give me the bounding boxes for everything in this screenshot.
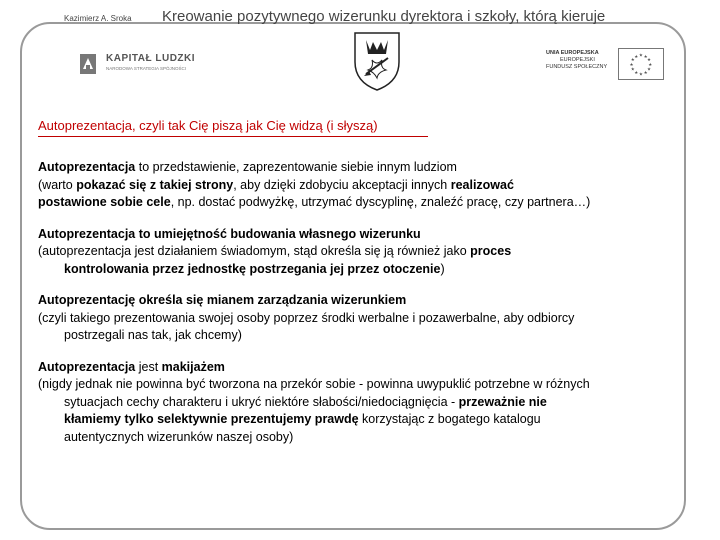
p1-text-2: (warto bbox=[38, 177, 77, 192]
p4-bold-2: makijażem bbox=[161, 359, 225, 374]
eu-logo bbox=[546, 48, 666, 80]
eu-star-icon: ★ bbox=[629, 61, 634, 67]
p1-bold-3: realizować bbox=[450, 177, 514, 192]
eu-star-icon: ★ bbox=[634, 53, 639, 59]
paragraph-3 bbox=[38, 292, 678, 345]
p4-text-5: autentycznych wizerunków naszej osoby) bbox=[64, 429, 294, 444]
p4-bold-1: Autoprezentacja bbox=[38, 359, 136, 374]
p2-text-2: ) bbox=[440, 261, 445, 276]
eu-star-icon: ★ bbox=[643, 69, 648, 75]
p3-bold-1: Autoprezentację określa się mianem zarządzania wizerunkiem bbox=[38, 293, 407, 307]
eu-line2: EUROPEJSKI bbox=[560, 57, 595, 63]
eu-line3: FUNDUSZ SPOŁECZNY bbox=[546, 64, 608, 70]
eu-star-icon: ★ bbox=[638, 71, 644, 77]
eu-star-icon: ★ bbox=[630, 57, 635, 63]
eu-star-icon: ★ bbox=[648, 61, 653, 67]
kapital-ludzki-logo bbox=[80, 52, 200, 76]
paragraph-4 bbox=[38, 359, 678, 447]
eu-star-icon: ★ bbox=[647, 57, 652, 63]
slide-title: Kreowanie pozytywnego wizerunku dyrektora i szkoły, którą kieruje bbox=[162, 8, 606, 25]
p4-text-3: sytuacjach cechy charakteru i ukryć niektóre słabości/niedociągnięcia - bbox=[64, 394, 459, 409]
paragraph-2 bbox=[38, 226, 678, 279]
kapital-ludzki-sub: NARODOWA STRATEGIA SPÓJNOŚCI bbox=[106, 66, 187, 71]
eu-star-icon: ★ bbox=[638, 52, 644, 58]
p2-bold-3: kontrolowania przez jednostkę postrzegania jej przez otoczenie bbox=[64, 261, 441, 276]
eu-text bbox=[546, 50, 607, 71]
eu-line1: UNIA EUROPEJSKA bbox=[546, 50, 599, 56]
paragraph-1 bbox=[38, 159, 678, 212]
p1-text-3: , aby dzięki zdobyciu akceptacji innych bbox=[233, 177, 451, 192]
eu-star-icon: ★ bbox=[647, 66, 652, 72]
p4-text-2: (nigdy jednak nie powinna być tworzona na przekór sobie - powinna uwypuklić potrzebne w różnych bbox=[38, 377, 590, 391]
heading-underline bbox=[38, 136, 428, 137]
eu-star-icon: ★ bbox=[630, 66, 635, 72]
content-body bbox=[38, 159, 678, 460]
p4-bold-4: kłamiemy tylko selektywnie prezentujemy prawdę bbox=[64, 412, 359, 426]
section-heading: Autoprezentacja, czyli tak Cię piszą jak Cię widzą (i słyszą) bbox=[38, 118, 378, 133]
kapital-ludzki-name: KAPITAŁ LUDZKI bbox=[106, 53, 196, 64]
p1-bold-2: pokazać się z takiej strony bbox=[76, 177, 234, 192]
p3-text-1: (czyli takiego prezentowania swojej osoby poprzez środki werbalne i pozawerbalne, aby odbiorcy bbox=[38, 310, 575, 325]
kapital-ludzki-mark-icon bbox=[80, 54, 96, 74]
p2-bold-2: proces bbox=[470, 244, 512, 258]
p4-text-1: jest bbox=[135, 359, 162, 374]
p3-text-2: postrzegali nas tak, jak chcemy) bbox=[64, 328, 242, 342]
author-name: Kazimierz A. Sroka bbox=[64, 14, 132, 23]
p4-bold-3: przeważnie nie bbox=[458, 394, 547, 409]
p1-bold-1: Autoprezentacja bbox=[38, 160, 136, 174]
eu-star-icon: ★ bbox=[643, 53, 648, 59]
p2-bold-1: Autoprezentacja to umiejętność budowania własnego wizerunku bbox=[38, 226, 421, 241]
p4-text-4: korzystając z bogatego katalogu bbox=[358, 412, 541, 426]
school-crest-icon bbox=[352, 30, 402, 92]
eu-star-icon: ★ bbox=[634, 69, 639, 75]
eu-flag-icon bbox=[618, 48, 664, 80]
p2-text-1: (autoprezentacja jest działaniem świadomym, stąd określa się ją również jako bbox=[38, 244, 471, 258]
p1-text-4: , np. dostać podwyżkę, utrzymać dyscyplinę, znaleźć pracę, czy partnera…) bbox=[170, 195, 591, 209]
p1-bold-4: postawione sobie cele bbox=[38, 195, 171, 209]
p1-text-1: to przedstawienie, zaprezentowanie siebie innym ludziom bbox=[135, 160, 457, 174]
